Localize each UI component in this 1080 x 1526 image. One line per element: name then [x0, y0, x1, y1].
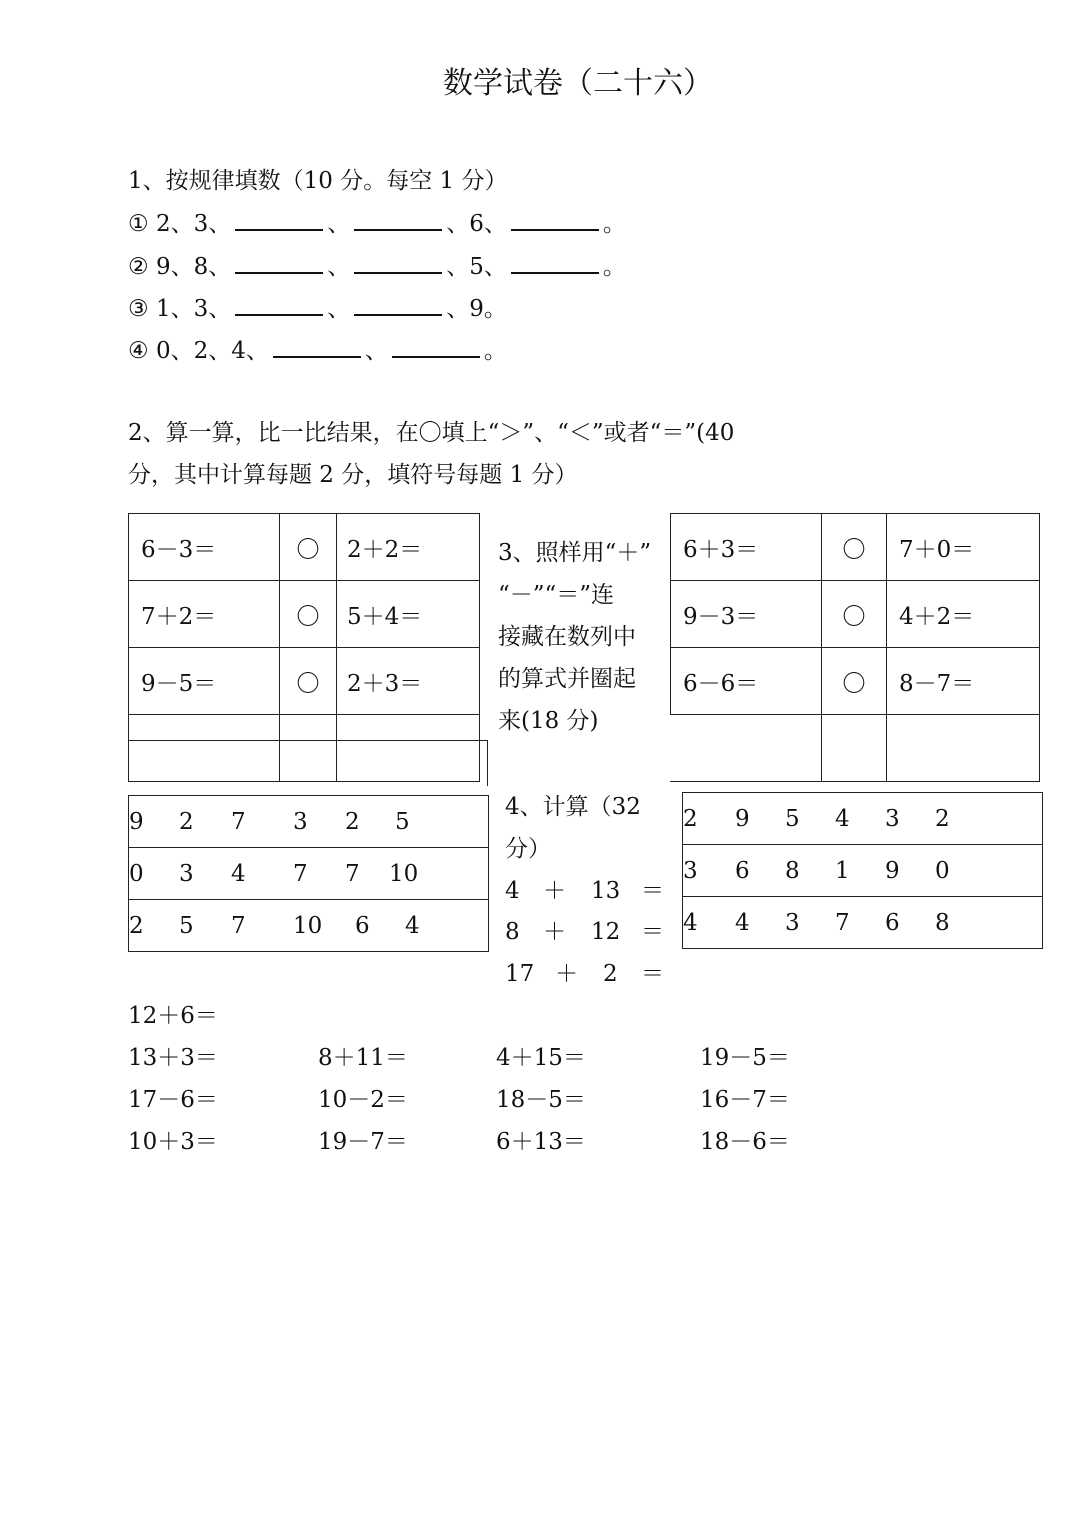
- q1-row-4: [128, 332, 507, 365]
- operand: 4: [505, 878, 520, 904]
- grid-number: 2: [129, 912, 144, 939]
- grid-number: 2: [683, 805, 698, 832]
- number-grid-left: [128, 795, 489, 952]
- operand: 2: [603, 961, 618, 987]
- grid-number: 10: [293, 912, 323, 939]
- q1-row-sep: 、5、: [446, 254, 507, 280]
- operand: 8: [505, 919, 520, 945]
- q4-problem: [505, 955, 664, 988]
- operator: ＋: [543, 919, 566, 945]
- q1-row-1: [128, 205, 626, 238]
- expression-cell: 6＋3＝: [671, 514, 822, 581]
- grid-number: 5: [179, 912, 194, 939]
- empty-cell: [280, 715, 337, 782]
- q1-row-prefix: 9、8、: [155, 254, 232, 280]
- q4-problem: 17－6＝: [128, 1087, 218, 1113]
- compare-circle[interactable]: 〇: [280, 514, 337, 581]
- grid-number: 3: [885, 805, 900, 832]
- grid-number: 6: [885, 909, 900, 936]
- q4-problem: 16－7＝: [700, 1087, 790, 1113]
- grid-number: 4: [405, 912, 420, 939]
- grid-number: 5: [395, 808, 410, 835]
- q1-row-sep: 、: [327, 254, 351, 280]
- grid-number: 3: [179, 860, 194, 887]
- q1-row-sep: 、: [327, 211, 351, 237]
- number-row[interactable]: [129, 848, 489, 900]
- grid-number: 1: [835, 857, 850, 884]
- equals: ＝: [641, 878, 664, 904]
- grid-number: 9: [735, 805, 750, 832]
- q4-row: [128, 1081, 790, 1114]
- operator: ＋: [543, 878, 566, 904]
- number-grid-right: [682, 792, 1043, 949]
- q4-row: [128, 1039, 790, 1072]
- q4-problem: 13＋3＝: [128, 1045, 218, 1071]
- q1-row-mark: ②: [128, 254, 149, 280]
- q1-row-mark: ①: [128, 211, 149, 237]
- number-row[interactable]: [683, 845, 1043, 897]
- divider: [128, 740, 488, 741]
- table-row: [671, 715, 1040, 782]
- q4-problem: 18－6＝: [700, 1129, 790, 1155]
- table-row: [683, 793, 1043, 845]
- q2-heading-line1: 2、算一算，比一比结果，在〇填上“＞”、“＜”或者“＝”(40: [128, 420, 735, 446]
- empty-cell: [129, 715, 280, 782]
- grid-number: 4: [835, 805, 850, 832]
- grid-number: 9: [885, 857, 900, 884]
- grid-number: 9: [129, 808, 144, 835]
- q1-row-end: 。: [483, 338, 507, 364]
- q4-problem: 10＋3＝: [128, 1129, 218, 1155]
- table-row: [129, 796, 489, 848]
- expression-cell: 7＋0＝: [887, 514, 1040, 581]
- table-row: [129, 848, 489, 900]
- divider: [487, 740, 488, 786]
- empty-cell: [887, 715, 1040, 782]
- answer-blank[interactable]: [354, 250, 442, 274]
- answer-blank[interactable]: [235, 250, 323, 274]
- q1-row-prefix: 0、2、4、: [155, 338, 269, 364]
- q1-row-prefix: 1、3、: [155, 296, 232, 322]
- q4-heading-line2: 分）: [505, 836, 551, 862]
- q1-row-3: [128, 290, 507, 323]
- operand: 12: [591, 919, 621, 945]
- q4-problem: 8＋11＝: [318, 1045, 408, 1071]
- q4-problem: 18－5＝: [496, 1087, 586, 1113]
- grid-number: 3: [293, 808, 308, 835]
- expression-cell: 4＋2＝: [887, 581, 1040, 648]
- grid-number: 8: [935, 909, 950, 936]
- expression-cell: 9－5＝: [129, 648, 280, 715]
- q1-row-mark: ④: [128, 338, 149, 364]
- answer-blank[interactable]: [235, 207, 323, 231]
- grid-number: 2: [179, 808, 194, 835]
- page-title: 数学试卷（二十六）: [443, 66, 713, 101]
- grid-number: 6: [735, 857, 750, 884]
- expression-cell: 6－3＝: [129, 514, 280, 581]
- q3-line: 3、照样用“＋”: [498, 540, 652, 566]
- empty-cell: [822, 715, 887, 782]
- operand: 13: [591, 878, 621, 904]
- q1-row-end: 。: [602, 254, 626, 280]
- q2-heading-line2: 分，其中计算每题 2 分，填符号每题 1 分）: [128, 462, 578, 488]
- q1-row-sep: 、: [327, 296, 351, 322]
- compare-table-right: [670, 513, 1040, 782]
- grid-number: 7: [835, 909, 850, 936]
- answer-blank[interactable]: [511, 250, 599, 274]
- grid-number: 7: [293, 860, 308, 887]
- grid-number: 2: [935, 805, 950, 832]
- grid-number: 4: [683, 909, 698, 936]
- q3-line: 来(18 分): [498, 708, 599, 734]
- q1-row-2: [128, 248, 626, 281]
- table-row: [671, 648, 1040, 715]
- expression-cell: 2＋3＝: [337, 648, 480, 715]
- equals: ＝: [641, 919, 664, 945]
- expression-cell: 6－6＝: [671, 648, 822, 715]
- q4-problem: [505, 872, 664, 905]
- q1-row-mark: ③: [128, 296, 149, 322]
- table-row: [129, 514, 480, 581]
- q4-problem: 10－2＝: [318, 1087, 408, 1113]
- grid-number: 7: [231, 912, 246, 939]
- compare-circle[interactable]: 〇: [280, 581, 337, 648]
- q4-row: [128, 1123, 790, 1156]
- number-row[interactable]: [683, 793, 1043, 845]
- compare-circle[interactable]: 〇: [822, 581, 887, 648]
- number-row[interactable]: [129, 796, 489, 848]
- q4-problem: 4＋15＝: [496, 1045, 586, 1071]
- grid-number: 10: [389, 860, 419, 887]
- expression-cell: 9－3＝: [671, 581, 822, 648]
- table-row: [129, 581, 480, 648]
- number-row[interactable]: [129, 900, 489, 952]
- grid-number: 0: [935, 857, 950, 884]
- q1-row-sep: 、: [364, 338, 388, 364]
- operand: 17: [505, 961, 535, 987]
- answer-blank[interactable]: [392, 334, 480, 358]
- q1-row-prefix: 2、3、: [155, 211, 232, 237]
- empty-cell: [671, 715, 822, 782]
- grid-number: 4: [735, 909, 750, 936]
- answer-blank[interactable]: [235, 292, 323, 316]
- table-row: [129, 648, 480, 715]
- q1-heading: 1、按规律填数（10 分。每空 1 分）: [128, 168, 508, 194]
- q4-problem: 19－7＝: [318, 1129, 408, 1155]
- q3-line: 接藏在数列中: [498, 624, 636, 650]
- grid-number: 2: [345, 808, 360, 835]
- table-row: [683, 845, 1043, 897]
- grid-number: 6: [355, 912, 370, 939]
- q4-heading-line1: 4、计算（32: [505, 794, 641, 820]
- table-row: [129, 715, 480, 782]
- q1-row-end: 。: [602, 211, 626, 237]
- compare-table-left: [128, 513, 480, 782]
- grid-number: 5: [785, 805, 800, 832]
- compare-circle[interactable]: 〇: [822, 648, 887, 715]
- expression-cell: 2＋2＝: [337, 514, 480, 581]
- number-row[interactable]: [683, 897, 1043, 949]
- q3-instructions: [498, 532, 651, 742]
- q3-line: “－”“＝”连: [498, 582, 615, 608]
- operator: ＋: [555, 961, 578, 987]
- compare-circle[interactable]: 〇: [280, 648, 337, 715]
- answer-blank[interactable]: [511, 207, 599, 231]
- q4-problem: 19－5＝: [700, 1045, 790, 1071]
- q4-problem: [505, 913, 664, 946]
- grid-number: 7: [231, 808, 246, 835]
- grid-number: 3: [785, 909, 800, 936]
- expression-cell: 5＋4＝: [337, 581, 480, 648]
- table-row: [129, 900, 489, 952]
- q4-problem: 6＋13＝: [496, 1129, 586, 1155]
- grid-number: 8: [785, 857, 800, 884]
- compare-circle[interactable]: 〇: [822, 514, 887, 581]
- q3-line: 的算式并圈起: [498, 666, 636, 692]
- table-row: [671, 514, 1040, 581]
- expression-cell: 7＋2＝: [129, 581, 280, 648]
- answer-blank[interactable]: [354, 207, 442, 231]
- expression-cell: 8－7＝: [887, 648, 1040, 715]
- answer-blank[interactable]: [354, 292, 442, 316]
- table-row: [683, 897, 1043, 949]
- equals: ＝: [641, 961, 664, 987]
- grid-number: 7: [345, 860, 360, 887]
- grid-number: 3: [683, 857, 698, 884]
- grid-number: 0: [129, 860, 144, 887]
- answer-blank[interactable]: [273, 334, 361, 358]
- q1-row-sep: 、9。: [446, 296, 507, 322]
- q4-problem: 12＋6＝: [128, 1003, 218, 1029]
- empty-cell: [337, 715, 480, 782]
- table-row: [671, 581, 1040, 648]
- q1-row-sep: 、6、: [446, 211, 507, 237]
- grid-number: 4: [231, 860, 246, 887]
